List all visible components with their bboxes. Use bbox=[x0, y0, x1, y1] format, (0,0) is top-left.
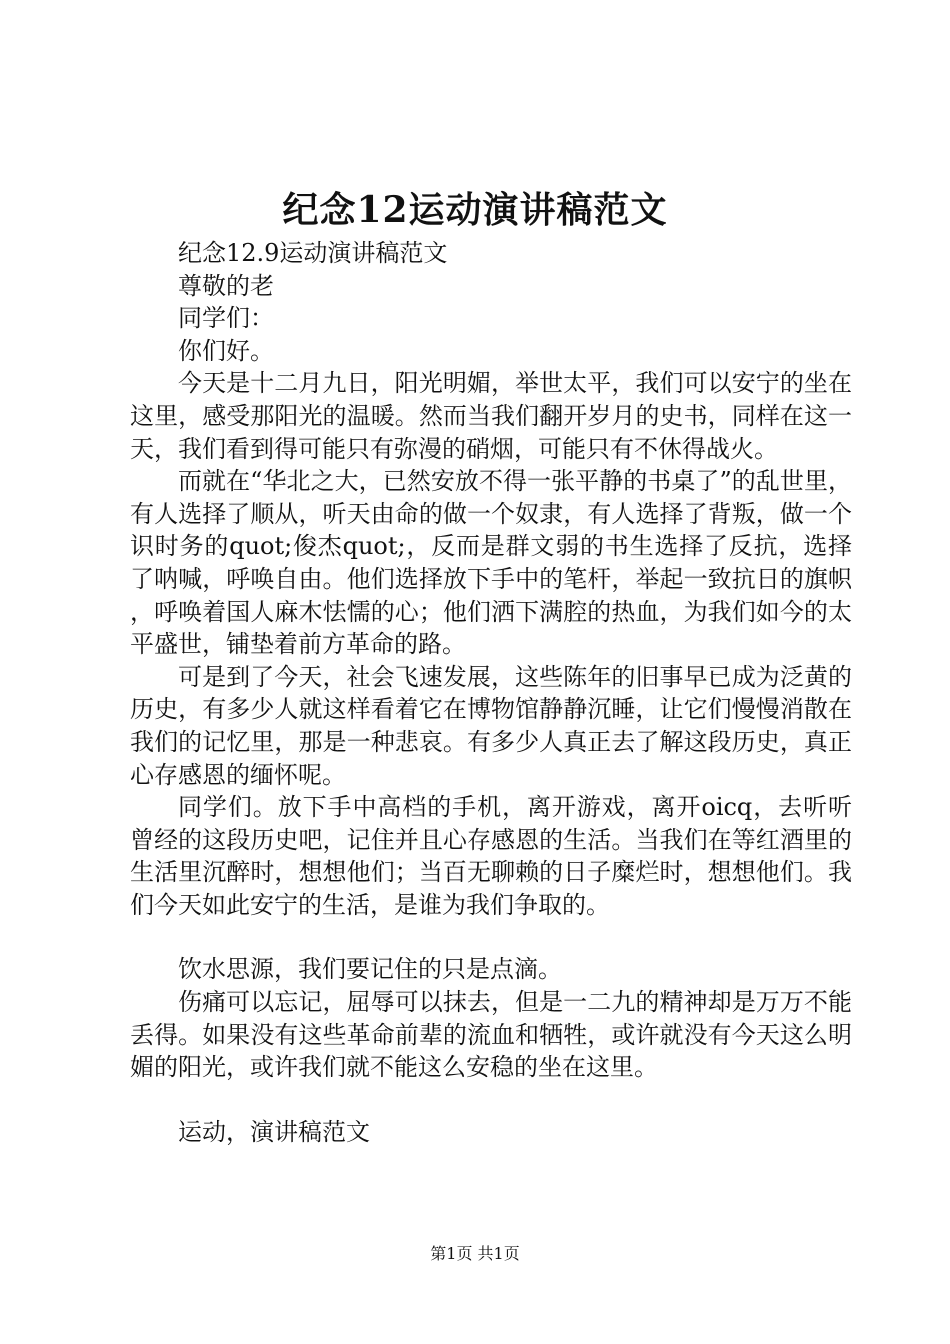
paragraph-addressee: 同学们： bbox=[178, 304, 274, 333]
paragraph-body: 同学们。放下手中高档的手机，离开游戏，离开oicq，去听听曾经的这段历史吧，记住并且心存感恩的生活。当我们在等红酒里的生活里沉醉时，想想他们；当百无聊赖的日子糜烂时，想想他们。我们今天如此安宁的生活，是谁为我们争取的。 bbox=[130, 793, 852, 919]
paragraph-salutation: 尊敬的老 bbox=[178, 271, 274, 300]
paragraph-body: 伤痛可以忘记，屈辱可以抹去，但是一二九的精神却是万万不能丢得。如果没有这些革命前辈的流血和牺牲，或许就没有今天这么明媚的阳光，或许我们就不能这么安稳的坐在这里。 bbox=[130, 988, 852, 1082]
paragraph-keywords: 运动，演讲稿范文 bbox=[178, 1117, 370, 1146]
paragraph-body: 而就在“华北之大，已然安放不得一张平静的书桌了”的乱世里，有人选择了顺从，听天由命的做一个奴隶，有人选择了背叛，做一个识时务的quot;俊杰quot;，反而是群文弱的书生选择了反抗，选择了呐喊，呼唤自由。他们选择放下手中的笔杆，举起一致抗日的旗帜，呼唤着国人麻木怯懦的心；他们洒下满腔的热血，为我们如今的太平盛世，铺垫着前方革命的路。 bbox=[130, 467, 852, 659]
page-footer: 第1页 共1页 bbox=[430, 1244, 520, 1263]
paragraph-body: 饮水思源，我们要记住的只是点滴。 bbox=[178, 955, 562, 984]
paragraph-subtitle: 纪念12.9运动演讲稿范文 bbox=[178, 239, 448, 267]
paragraph-body: 今天是十二月九日，阳光明媚，举世太平，我们可以安宁的坐在这里，感受那阳光的温暖。然而当我们翻开岁月的史书，同样在这一天，我们看到得可能只有弥漫的硝烟，可能只有不休得战火。 bbox=[130, 369, 852, 463]
paragraph-greeting: 你们好。 bbox=[178, 336, 274, 365]
document-body bbox=[130, 237, 852, 1148]
document-title: 纪念12运动演讲稿范文 bbox=[282, 189, 668, 231]
paragraph-body: 可是到了今天，社会飞速发展，这些陈年的旧事早已成为泛黄的历史，有多少人就这样看着它在博物馆静静沉睡，让它们慢慢消散在我们的记忆里，那是一种悲哀。有多少人真正去了解这段历史，真正心存感恩的缅怀呢。 bbox=[130, 662, 852, 789]
